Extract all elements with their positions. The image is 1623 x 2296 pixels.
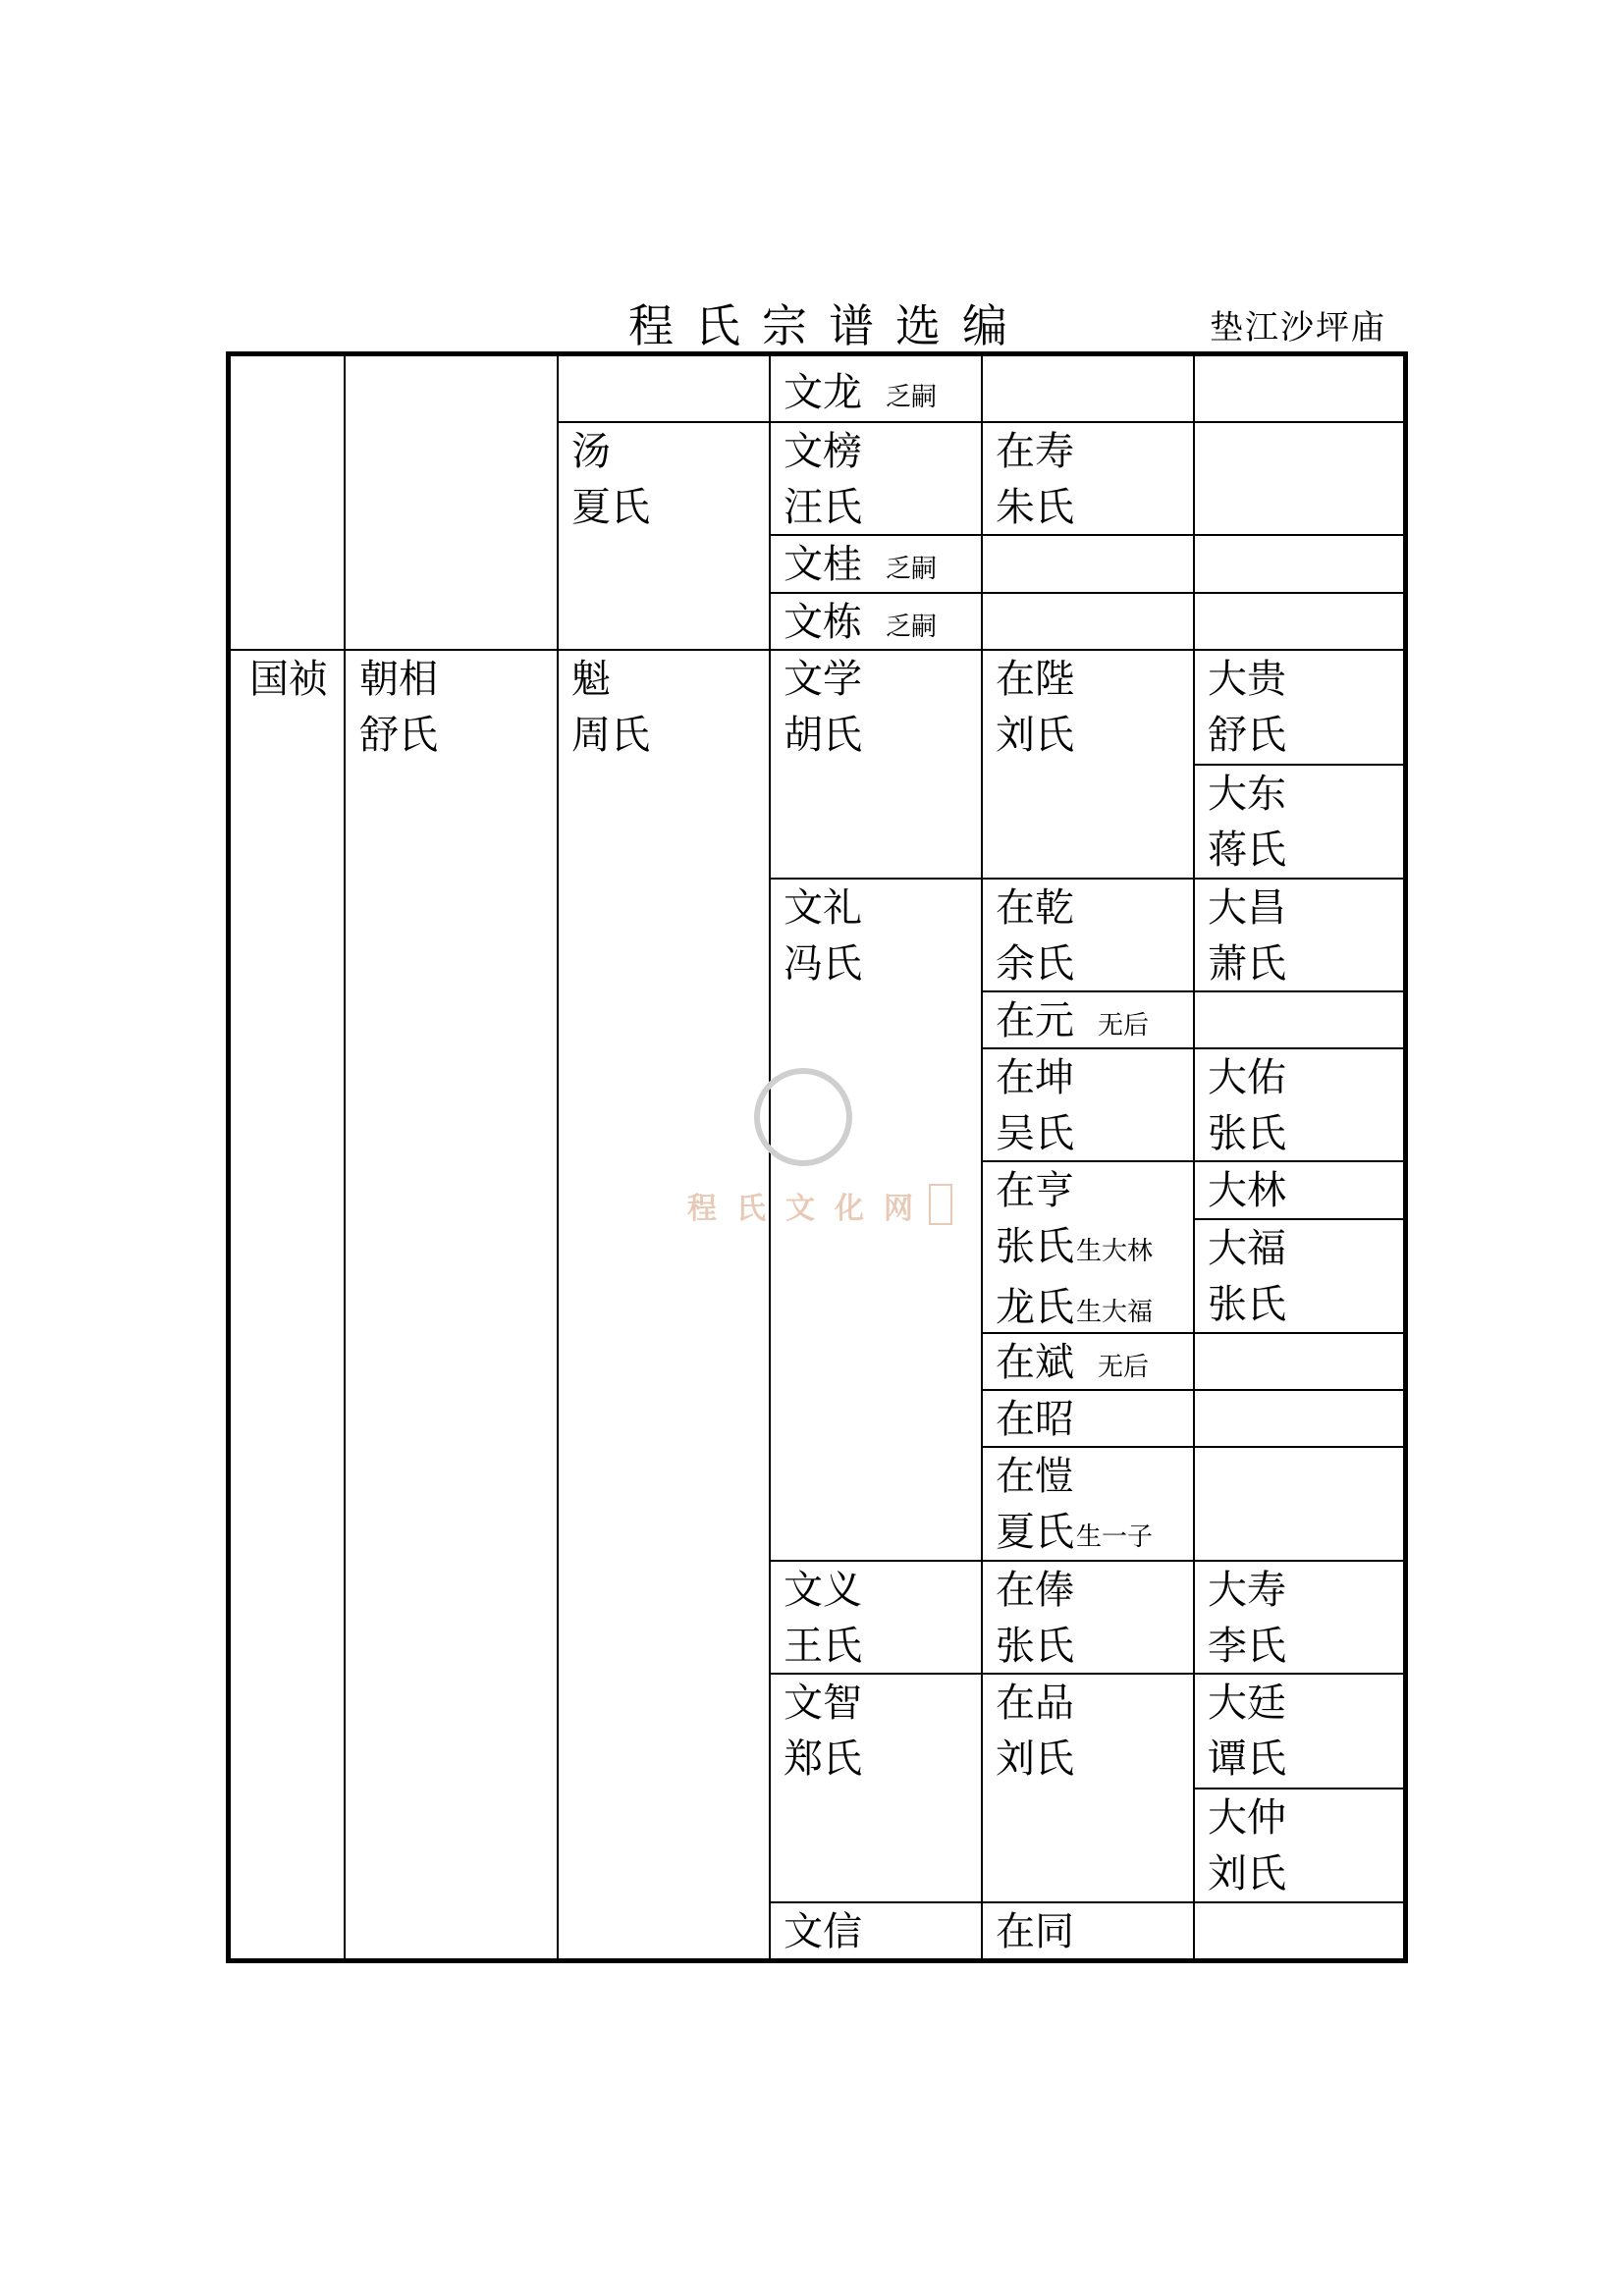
spouse-name: 王氏: [784, 1624, 862, 1669]
person-note: 乏嗣: [886, 383, 938, 412]
watermark-seal-icon: [929, 1184, 952, 1225]
person-wenxue: [784, 652, 862, 764]
person-name: 国祯: [249, 657, 328, 702]
person-zaifeng: [996, 1563, 1074, 1675]
person-name: 在元: [996, 998, 1074, 1043]
person-zaiyuan: [996, 993, 1149, 1054]
spouse-name: 张氏: [996, 1224, 1074, 1269]
page-title: 程氏宗谱选编: [628, 299, 1029, 352]
person-dayou: [1208, 1050, 1286, 1162]
spouse-name: 刘氏: [1208, 1851, 1286, 1896]
person-name: 在陛: [996, 657, 1074, 702]
person-name: 在乾: [996, 885, 1074, 931]
person-name: 大佑: [1208, 1055, 1286, 1100]
spouse-name: 余氏: [996, 941, 1074, 987]
person-wendong: [784, 595, 937, 656]
person-wenyi: [784, 1563, 862, 1675]
spouse-name: 郑氏: [784, 1736, 862, 1782]
person-zaitong: [996, 1904, 1074, 1960]
spouse-note: 生大林: [1076, 1237, 1154, 1266]
person-note: 无后: [1098, 1011, 1150, 1041]
person-name: 汤: [571, 429, 611, 474]
person-name: 在寿: [996, 429, 1074, 474]
person-name: 在亨: [996, 1168, 1074, 1213]
place-name: 垫江沙坪庙: [1210, 308, 1386, 347]
person-name: 文礼: [784, 885, 862, 931]
spouse-name: 汪氏: [784, 485, 862, 530]
person-zaiheng: [996, 1163, 1153, 1341]
person-name: 文栋: [784, 600, 862, 645]
spouse-note: 生大福: [1076, 1298, 1154, 1327]
person-name: 在斌: [996, 1340, 1074, 1385]
person-name: 文义: [784, 1568, 862, 1613]
person-note: 无后: [1098, 1353, 1150, 1382]
spouse-note: 生一子: [1076, 1522, 1154, 1552]
spouse-name: 胡氏: [784, 713, 862, 758]
person-wenxin: [784, 1904, 862, 1960]
person-dadong: [1208, 767, 1286, 879]
spouse-name: 张氏: [996, 1624, 1074, 1669]
spouse-name: 萧氏: [1208, 941, 1286, 987]
spouse-name: 谭氏: [1208, 1736, 1286, 1782]
person-name: 在品: [996, 1681, 1074, 1726]
person-name: 在愷: [996, 1454, 1074, 1499]
person-dazhong: [1208, 1790, 1286, 1902]
spouse-name: 夏氏: [996, 1510, 1074, 1555]
person-name: 文信: [784, 1909, 862, 1954]
person-zaiqian: [996, 881, 1074, 992]
spouse-name: 舒氏: [1208, 713, 1286, 758]
spouse-name: 舒氏: [359, 713, 438, 758]
person-zaikai: [996, 1449, 1153, 1566]
spouse-name: 朱氏: [996, 485, 1074, 530]
spouse-name: 吴氏: [996, 1111, 1074, 1156]
person-zaishou: [996, 424, 1074, 536]
person-zaibin: [996, 1335, 1149, 1396]
person-name: 魁: [571, 657, 611, 702]
person-name: 在俸: [996, 1568, 1074, 1613]
person-wengui: [784, 537, 937, 598]
person-name: 文学: [784, 657, 862, 702]
person-name: 大仲: [1208, 1795, 1286, 1841]
person-zaibi: [996, 652, 1074, 764]
person-tang: [571, 424, 650, 536]
person-dagui: [1208, 652, 1286, 764]
person-zaipin: [996, 1676, 1074, 1788]
person-note: 乏嗣: [886, 613, 938, 642]
person-name: 大寿: [1208, 1568, 1286, 1613]
person-note: 乏嗣: [886, 555, 938, 584]
person-wenlong: [784, 365, 937, 426]
person-zaikun: [996, 1050, 1074, 1162]
person-name: 在同: [996, 1909, 1074, 1954]
person-name: 大贵: [1208, 657, 1286, 702]
person-name: 文智: [784, 1681, 862, 1726]
person-name: 大福: [1208, 1226, 1286, 1271]
spouse-name: 周氏: [571, 713, 650, 758]
watermark-logo-icon: [754, 1068, 852, 1166]
spouse-name: 李氏: [1208, 1624, 1286, 1669]
spouse-name: 张氏: [1208, 1282, 1286, 1327]
spouse-name: 龙氏: [996, 1285, 1074, 1330]
person-zaizhao: [996, 1392, 1074, 1448]
person-name: 在昭: [996, 1397, 1074, 1442]
person-dafu: [1208, 1221, 1286, 1333]
spouse-name: 刘氏: [996, 1736, 1074, 1782]
person-name: 文榜: [784, 429, 862, 474]
person-name: 文桂: [784, 542, 862, 587]
spouse-name: 夏氏: [571, 485, 650, 530]
person-name: 在坤: [996, 1055, 1074, 1100]
person-name: 朝相: [359, 657, 438, 702]
person-guozhen: [249, 652, 328, 708]
spouse-name: 蒋氏: [1208, 828, 1286, 873]
person-wenzhi: [784, 1676, 862, 1788]
spouse-name: 刘氏: [996, 713, 1074, 758]
person-chaoxiang: [359, 652, 438, 764]
person-dashou: [1208, 1563, 1286, 1675]
person-name: 大昌: [1208, 885, 1286, 931]
spouse-name: 冯氏: [784, 941, 862, 987]
person-kui: [571, 652, 650, 764]
person-dating: [1208, 1676, 1286, 1788]
person-wenbang: [784, 424, 862, 536]
person-wenli: [784, 881, 862, 992]
person-name: 文龙: [784, 370, 862, 415]
person-name: 大东: [1208, 772, 1286, 817]
person-name: 大林: [1208, 1168, 1286, 1213]
person-dalin: [1208, 1163, 1286, 1219]
person-name: 大廷: [1208, 1681, 1286, 1726]
spouse-name: 张氏: [1208, 1111, 1286, 1156]
watermark-text: 程氏文化网: [687, 1192, 933, 1226]
person-dachang: [1208, 881, 1286, 992]
